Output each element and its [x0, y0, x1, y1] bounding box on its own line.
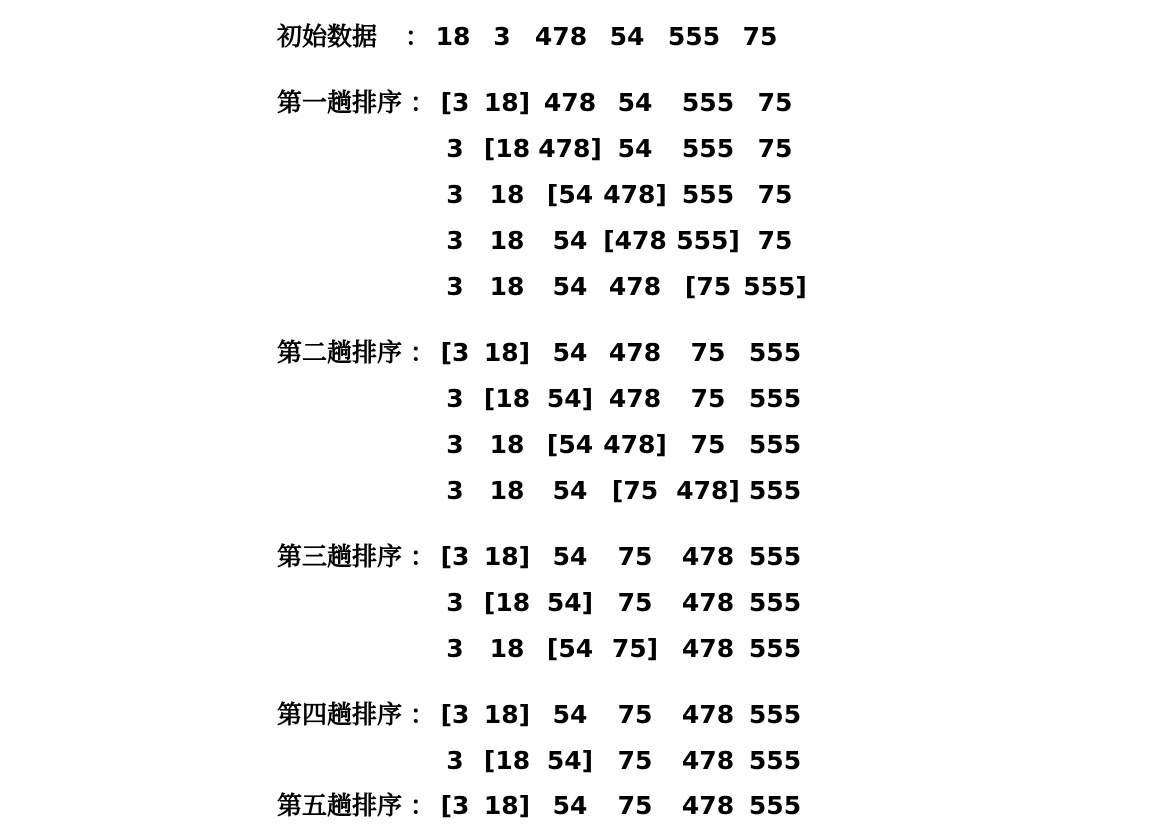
sequence-value: 555	[748, 634, 802, 663]
sequence-value: 75	[617, 791, 653, 820]
sequence-value: 75	[617, 700, 653, 729]
pass-step-line	[0, 379, 1150, 419]
sequence-value: [3	[440, 791, 470, 820]
sequence-value: 54	[552, 338, 588, 367]
sequence-value: [3	[440, 542, 470, 571]
sequence-value: 478	[681, 700, 735, 729]
pass-step-line	[0, 129, 1150, 169]
sequence-value: 478]	[603, 180, 667, 209]
pass-step-line	[0, 333, 1150, 373]
sequence-value: 75	[757, 88, 793, 117]
sequence-value: 555	[681, 88, 735, 117]
sequence-value: 75	[757, 226, 793, 255]
initial-value: 555	[667, 22, 721, 51]
sequence-value: 75	[690, 338, 726, 367]
sequence-value: 75]	[611, 634, 659, 663]
sequence-value: [54	[546, 430, 594, 459]
initial-data-label: 初始数据	[277, 22, 378, 51]
initial-value: 478	[534, 22, 588, 51]
sequence-value: [3	[440, 700, 470, 729]
sequence-value: 75	[617, 588, 653, 617]
pass-colon: ：	[410, 700, 436, 729]
sequence-value: 555	[748, 791, 802, 820]
sequence-value: 478]	[676, 476, 740, 505]
sequence-value: 3	[446, 634, 464, 663]
sequence-value: 478	[543, 88, 597, 117]
pass-label: 第二趟排序	[277, 338, 403, 367]
sequence-value: 75	[690, 430, 726, 459]
initial-value: 3	[493, 22, 511, 51]
initial-data-line	[0, 17, 1150, 57]
sequence-value: 3	[446, 134, 464, 163]
sequence-value: 18	[489, 430, 525, 459]
sequence-value: [18	[483, 746, 531, 775]
pass-step-line	[0, 83, 1150, 123]
sequence-value: 54	[552, 476, 588, 505]
sequence-value: 555	[748, 746, 802, 775]
sequence-value: 54]	[546, 746, 594, 775]
sequence-value: 3	[446, 588, 464, 617]
sequence-value: 478	[608, 272, 662, 301]
sequence-value: 75	[690, 384, 726, 413]
sequence-value: 75	[757, 180, 793, 209]
sequence-value: 478	[681, 791, 735, 820]
sequence-value: 18]	[483, 700, 531, 729]
sequence-value: 18	[489, 180, 525, 209]
sequence-value: 555]	[743, 272, 807, 301]
sequence-value: 18]	[483, 88, 531, 117]
pass-colon: ：	[410, 88, 436, 117]
sequence-value: [54	[546, 180, 594, 209]
sequence-value: 18]	[483, 791, 531, 820]
sequence-value: [18	[483, 384, 531, 413]
sequence-value: 3	[446, 746, 464, 775]
sequence-value: [478	[603, 226, 667, 255]
pass-step-line	[0, 267, 1150, 307]
pass-step-line	[0, 537, 1150, 577]
sequence-value: 555	[748, 430, 802, 459]
initial-value: 54	[609, 22, 645, 51]
sequence-value: 555	[681, 180, 735, 209]
sequence-value: 75	[617, 746, 653, 775]
pass-step-line	[0, 221, 1150, 261]
sequence-value: 3	[446, 272, 464, 301]
sequence-value: 3	[446, 430, 464, 459]
pass-label: 第三趟排序	[277, 542, 403, 571]
sequence-value: 3	[446, 226, 464, 255]
sequence-value: 555	[748, 476, 802, 505]
sequence-value: 478]	[603, 430, 667, 459]
sequence-value: 54	[552, 272, 588, 301]
sequence-value: 555	[748, 588, 802, 617]
pass-label: 第一趟排序	[277, 88, 403, 117]
sequence-value: 555	[748, 542, 802, 571]
sequence-value: 18	[489, 272, 525, 301]
pass-step-line	[0, 583, 1150, 623]
sequence-value: 54]	[546, 384, 594, 413]
sequence-value: 18	[489, 226, 525, 255]
sequence-value: 478	[608, 338, 662, 367]
pass-step-line	[0, 425, 1150, 465]
sequence-value: [3	[440, 338, 470, 367]
sequence-value: [18	[483, 134, 531, 163]
sequence-value: 555	[748, 384, 802, 413]
pass-step-line	[0, 471, 1150, 511]
sequence-value: 478	[681, 542, 735, 571]
sequence-value: 478	[681, 588, 735, 617]
sequence-value: [18	[483, 588, 531, 617]
pass-step-line	[0, 741, 1150, 781]
sequence-value: 555	[681, 134, 735, 163]
sequence-value: 478	[608, 384, 662, 413]
pass-colon: ：	[410, 542, 436, 571]
sequence-value: 555	[748, 700, 802, 729]
sequence-value: 18	[489, 476, 525, 505]
sequence-value: 478	[681, 634, 735, 663]
sequence-value: 3	[446, 180, 464, 209]
sequence-value: [3	[440, 88, 470, 117]
pass-label: 第五趟排序	[277, 791, 403, 820]
pass-colon: ：	[410, 791, 436, 820]
sequence-value: 54]	[546, 588, 594, 617]
sequence-value: 18	[489, 634, 525, 663]
initial-value: 18	[435, 22, 471, 51]
pass-label: 第四趟排序	[277, 700, 403, 729]
sequence-value: 54	[552, 226, 588, 255]
sequence-value: 18]	[483, 542, 531, 571]
pass-step-line	[0, 786, 1150, 826]
sequence-value: 478]	[538, 134, 602, 163]
sequence-value: 54	[552, 542, 588, 571]
pass-step-line	[0, 175, 1150, 215]
sequence-value: 54	[552, 791, 588, 820]
sequence-value: [75	[611, 476, 659, 505]
initial-data-colon: ：	[405, 22, 431, 51]
sequence-value: 54	[617, 134, 653, 163]
pass-colon: ：	[410, 338, 436, 367]
sequence-value: 478	[681, 746, 735, 775]
pass-step-line	[0, 629, 1150, 669]
initial-value: 75	[742, 22, 778, 51]
sequence-value: 3	[446, 476, 464, 505]
sequence-value: [75	[684, 272, 732, 301]
sequence-value: 18]	[483, 338, 531, 367]
sequence-value: 54	[552, 700, 588, 729]
sequence-value: 555]	[676, 226, 740, 255]
sequence-value: 54	[617, 88, 653, 117]
pass-step-line	[0, 695, 1150, 735]
sequence-value: 75	[757, 134, 793, 163]
sequence-value: [54	[546, 634, 594, 663]
sequence-value: 75	[617, 542, 653, 571]
sequence-value: 555	[748, 338, 802, 367]
sequence-value: 3	[446, 384, 464, 413]
